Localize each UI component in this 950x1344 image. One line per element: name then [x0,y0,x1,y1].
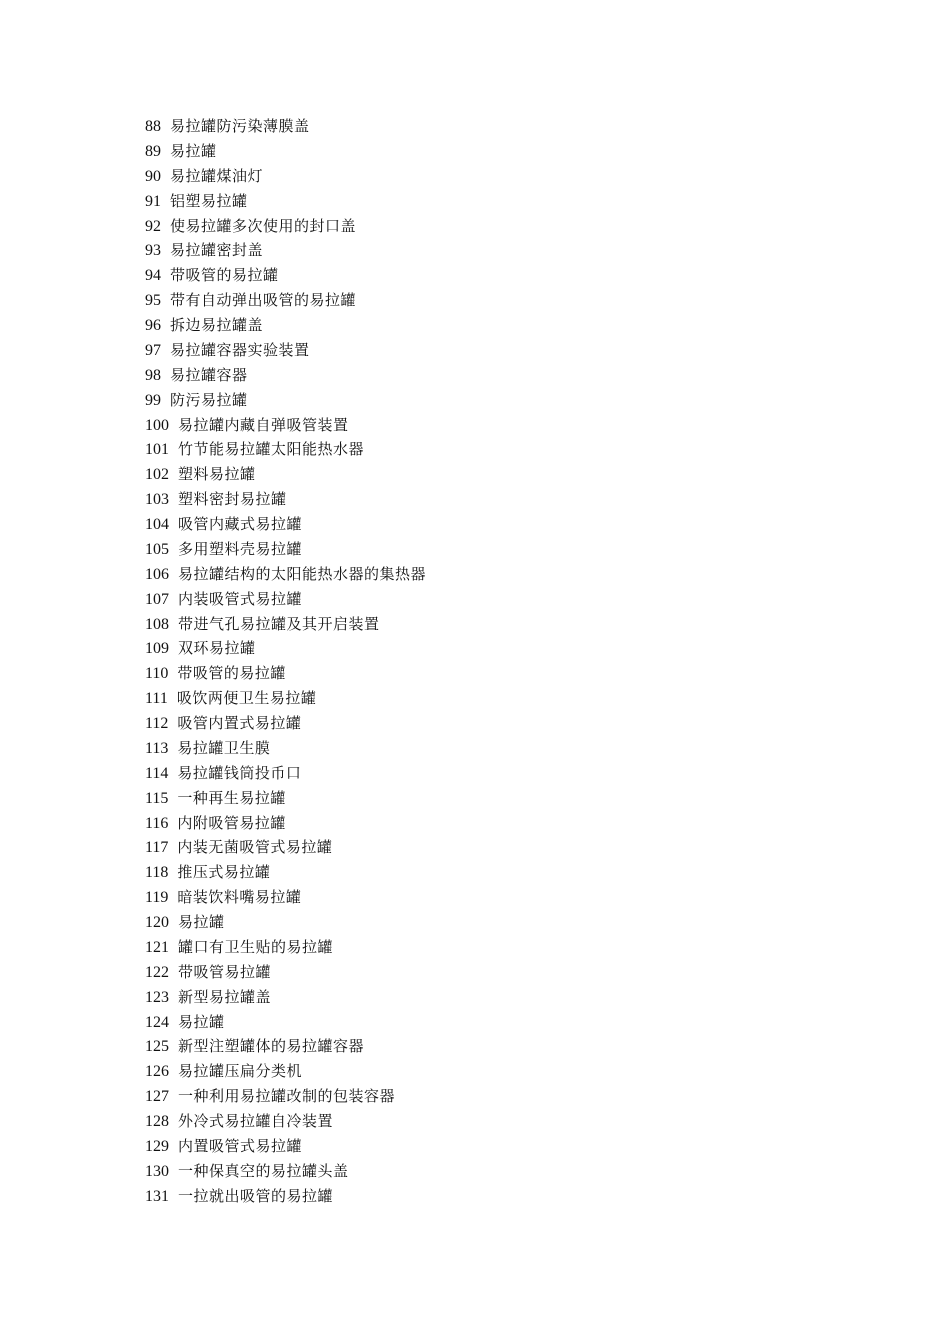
entry-number: 110 [145,665,169,683]
entry-number: 112 [145,715,169,732]
entry-number: 106 [145,565,169,583]
entry-number: 104 [145,516,169,533]
entry-number: 114 [145,764,169,782]
entry-title: 吸管内藏式易拉罐 [178,515,303,533]
entry-number: 127 [145,1088,169,1106]
entry-title: 易拉罐结构的太阳能热水器的集热器 [178,564,427,583]
entry-number: 116 [145,814,169,832]
entry-number: 113 [145,739,169,757]
entry-number: 91 [145,192,161,210]
entry-number: 89 [145,142,161,160]
entry-number: 99 [145,391,161,409]
entry-title: 罐口有卫生贴的易拉罐 [178,937,334,956]
entry-title: 带吸管的易拉罐 [170,266,279,285]
list-item [145,388,426,413]
list-item [145,885,426,910]
entry-number: 118 [145,864,169,882]
entry-number: 103 [145,491,169,509]
entry-title: 易拉罐防污染薄膜盖 [170,117,310,135]
list-item [145,985,426,1010]
entry-number: 98 [145,366,161,384]
entry-title: 内装无菌吸管式易拉罐 [177,838,333,857]
entry-number: 102 [145,466,169,484]
list-item [145,288,426,313]
entry-title: 防污易拉罐 [170,390,248,409]
list-item [145,860,426,885]
list-item [145,786,426,811]
entry-number: 122 [145,963,169,981]
list-item [145,612,426,637]
entry-number: 128 [145,1113,169,1130]
list-item [145,1159,426,1184]
entry-number: 101 [145,441,169,459]
list-item [145,437,426,462]
list-item [145,636,426,661]
entry-title: 铝塑易拉罐 [170,191,248,210]
entry-title: 带吸管的易拉罐 [177,664,286,683]
list-item [145,487,426,512]
list-item [145,114,426,139]
entry-number: 129 [145,1137,169,1155]
list-item [145,238,426,263]
entry-number: 90 [145,167,161,185]
entry-title: 拆边易拉罐盖 [170,316,264,334]
list-item [145,736,426,761]
entry-number: 120 [145,914,169,931]
list-item [145,1034,426,1059]
entry-number: 109 [145,640,169,658]
entry-title: 内附吸管易拉罐 [177,813,286,832]
list-item [145,835,426,860]
entry-title: 多用塑料壳易拉罐 [178,539,303,558]
list-item [145,761,426,786]
list-item [145,363,426,388]
entry-title: 双环易拉罐 [178,639,256,658]
list-item [145,1109,426,1134]
entry-title: 一拉就出吸管的易拉罐 [178,1186,334,1205]
entry-number: 111 [145,690,168,708]
entry-title: 易拉罐容器实验装置 [170,340,310,359]
entry-title: 一种保真空的易拉罐头盖 [178,1161,349,1180]
list-item [145,139,426,164]
entry-number: 131 [145,1187,169,1205]
entry-title: 易拉罐煤油灯 [170,166,264,185]
entry-number: 92 [145,217,161,235]
entry-title: 易拉罐压扁分类机 [178,1062,303,1081]
entry-number: 96 [145,317,161,334]
entry-number: 100 [145,416,169,434]
list-item [145,413,426,438]
list-item [145,189,426,214]
entry-number: 94 [145,267,161,285]
entry-number: 107 [145,590,169,608]
list-item [145,935,426,960]
entry-number: 126 [145,1063,169,1081]
entry-title: 易拉罐钱筒投币口 [177,763,302,782]
entry-number: 130 [145,1162,169,1180]
document-entry-list [145,114,426,1209]
list-item [145,338,426,363]
list-item [145,1010,426,1035]
entry-title: 一种再生易拉罐 [177,788,286,807]
entry-title: 新型易拉罐盖 [178,987,272,1006]
list-item [145,1184,426,1209]
entry-number: 105 [145,540,169,558]
list-item [145,661,426,686]
list-item [145,587,426,612]
list-item [145,562,426,587]
entry-title: 推压式易拉罐 [177,863,271,882]
entry-number: 97 [145,341,161,359]
entry-title: 使易拉罐多次使用的封口盖 [170,216,357,235]
entry-title: 易拉罐 [178,913,225,931]
entry-title: 吸管内置式易拉罐 [177,714,302,732]
entry-number: 88 [145,118,161,135]
entry-title: 吸饮两便卫生易拉罐 [176,689,317,708]
list-item [145,1134,426,1159]
entry-title: 易拉罐 [178,1012,225,1031]
entry-title: 一种利用易拉罐改制的包装容器 [178,1087,396,1106]
list-item [145,462,426,487]
list-item [145,214,426,239]
entry-number: 119 [145,889,169,907]
entry-number: 124 [145,1013,169,1031]
entry-title: 易拉罐密封盖 [170,241,264,260]
entry-number: 115 [145,789,169,807]
list-item [145,1059,426,1084]
list-item [145,960,426,985]
entry-title: 塑料易拉罐 [178,465,256,484]
entry-title: 暗装饮料嘴易拉罐 [177,888,302,907]
list-item [145,164,426,189]
entry-title: 内装吸管式易拉罐 [178,589,303,608]
entry-title: 易拉罐容器 [170,365,248,384]
list-item [145,811,426,836]
entry-number: 95 [145,292,161,310]
entry-title: 内置吸管式易拉罐 [178,1136,303,1155]
entry-title: 塑料密封易拉罐 [178,490,287,509]
entry-number: 125 [145,1038,169,1056]
list-item [145,686,426,711]
list-item [145,512,426,537]
list-item [145,263,426,288]
entry-title: 易拉罐 [170,141,217,160]
entry-title: 易拉罐卫生膜 [177,738,271,757]
list-item [145,910,426,935]
entry-number: 93 [145,242,161,260]
entry-title: 带吸管易拉罐 [178,962,272,981]
entry-title: 外冷式易拉罐自冷装置 [178,1112,334,1130]
entry-number: 121 [145,938,169,956]
entry-title: 带进气孔易拉罐及其开启装置 [178,614,380,633]
entry-number: 117 [145,839,169,857]
list-item [145,1084,426,1109]
entry-title: 竹节能易拉罐太阳能热水器 [178,440,365,459]
list-item [145,537,426,562]
entry-number: 123 [145,988,169,1006]
entry-title: 易拉罐内藏自弹吸管装置 [178,415,349,434]
entry-title: 新型注塑罐体的易拉罐容器 [178,1037,365,1056]
entry-number: 108 [145,615,169,633]
list-item [145,711,426,736]
list-item [145,313,426,338]
entry-title: 带有自动弹出吸管的易拉罐 [170,291,357,310]
